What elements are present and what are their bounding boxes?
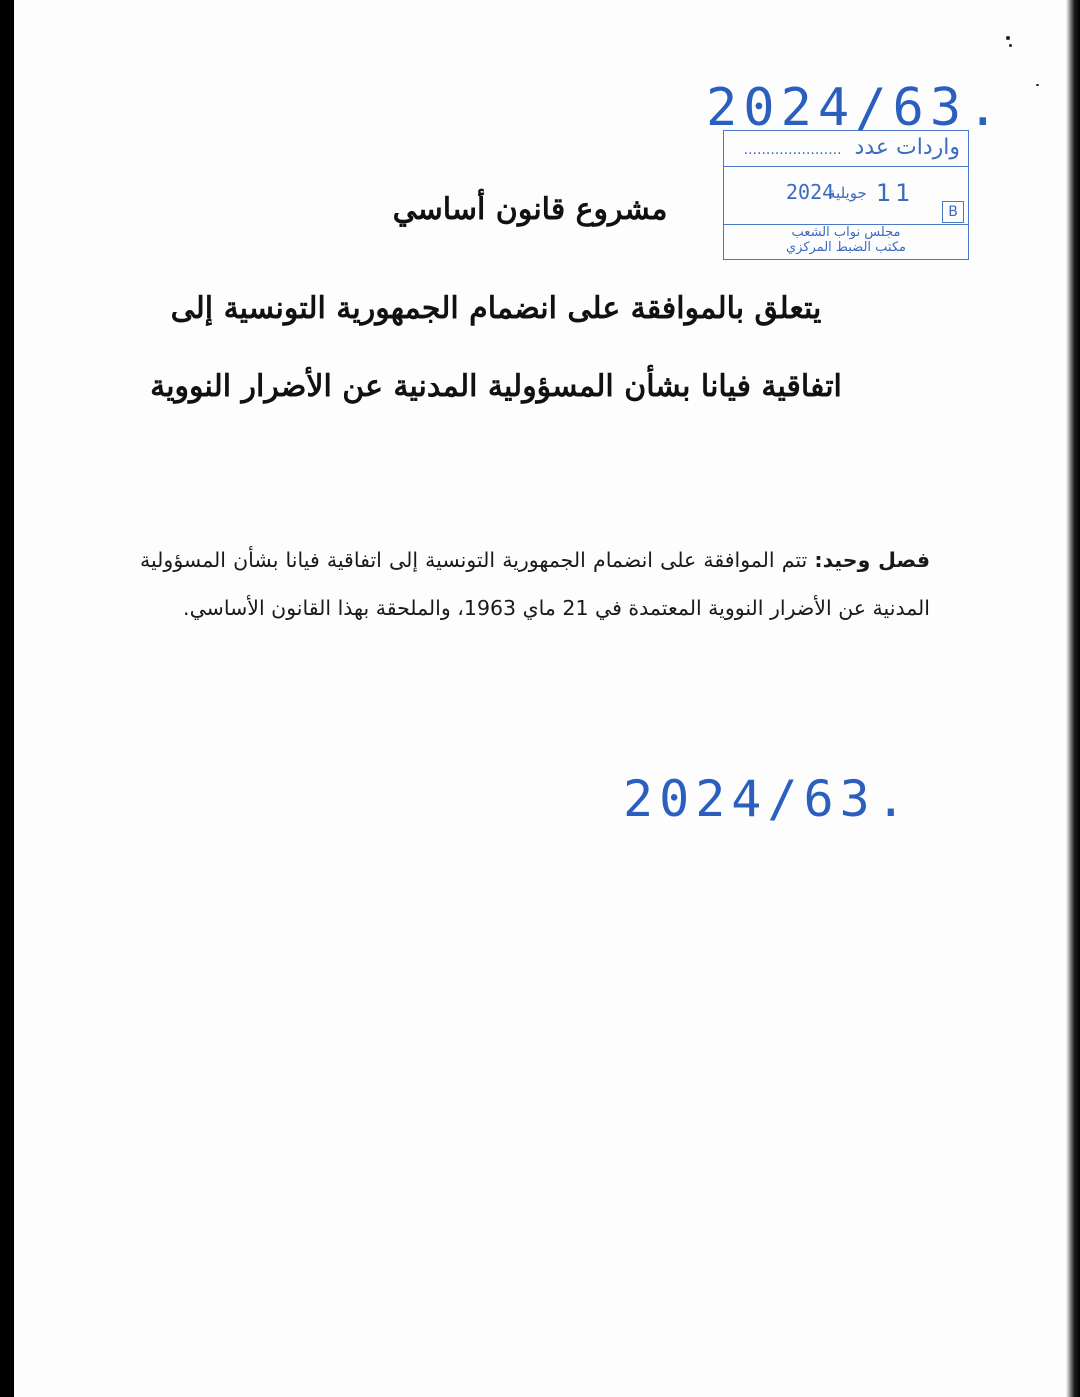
stamp-org-line1: مجلس نواب الشعب: [791, 225, 901, 240]
stamp-register-dots: ......................: [743, 142, 842, 158]
stamp-register-row: [724, 131, 968, 167]
article-text: تتم الموافقة على انضمام الجمهورية التونسية إلى اتفاقية فيانا بشأن المسؤولية المدنية عن الأضرار النووية المعتمدة في 21 ماي 1963، والملحقة بهذا القانون الأساسي.: [140, 548, 930, 620]
scan-edge: [1066, 0, 1080, 1397]
stamp-year: 2024: [786, 180, 835, 204]
article-paragraph: [140, 536, 930, 632]
stamped-registration-number: 2024/63.: [706, 78, 1005, 138]
article-label: فصل وحيد:: [814, 548, 930, 572]
stamp-org-line2: مكتب الضبط المركزي: [785, 240, 906, 255]
stamp-day: 11: [876, 179, 915, 207]
document-title: مشروع قانون أساسي: [392, 192, 668, 227]
stamp-month: جويلية: [828, 184, 867, 202]
stamp-letter-box: B: [942, 201, 964, 223]
bottom-stamped-number: 2024/63.: [623, 770, 912, 828]
scan-speck: [1036, 84, 1039, 86]
stamp-organization: [724, 225, 968, 259]
scan-speck: [1009, 44, 1012, 47]
scan-speck: [1006, 36, 1010, 40]
stamp-register-label: واردات عدد: [854, 135, 960, 160]
stamp-date-row: [724, 167, 968, 225]
document-subject: يتعلق بالموافقة على انضمام الجمهورية التونسية إلى اتفاقية فيانا بشأن المسؤولية المدنية عن الأضرار النووية: [150, 291, 842, 404]
